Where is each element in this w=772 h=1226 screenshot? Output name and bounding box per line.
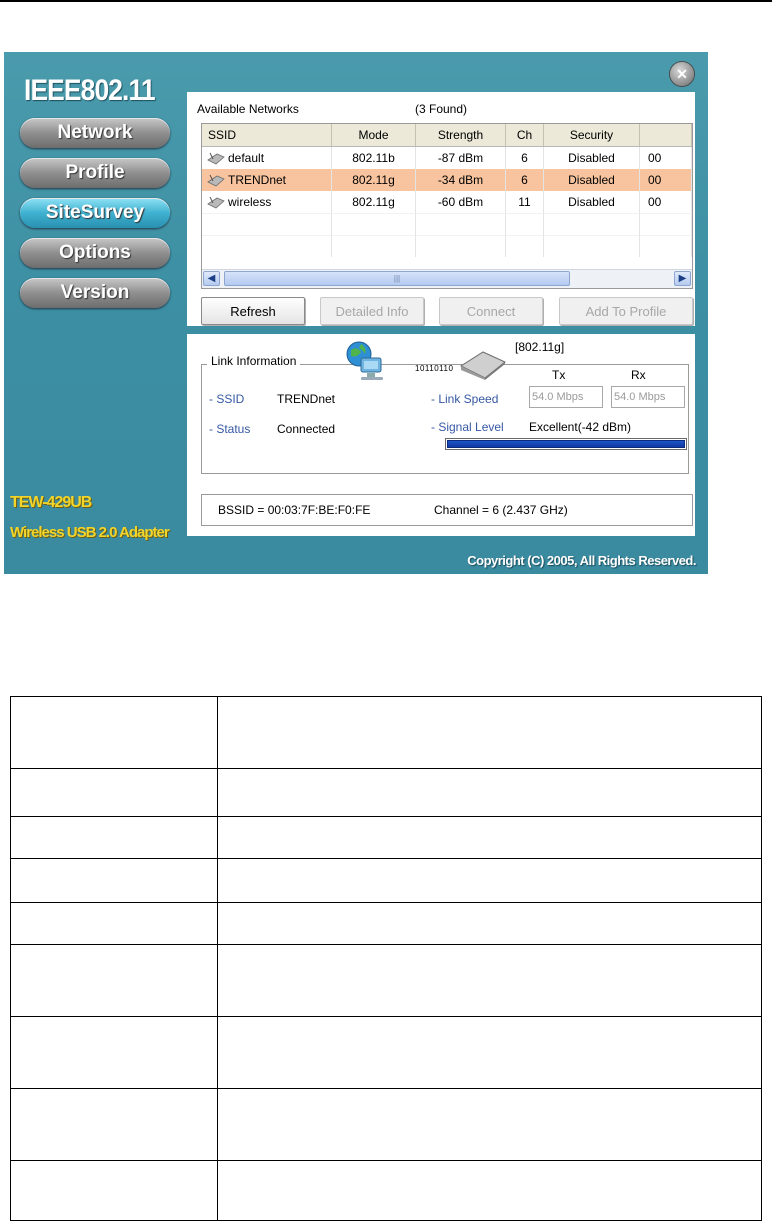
table-row	[11, 1017, 762, 1089]
connect-button[interactable]: Connect	[439, 297, 543, 325]
access-point-icon	[206, 151, 226, 165]
network-row-trendnet[interactable]	[202, 169, 692, 191]
table-cell	[11, 817, 218, 859]
table-row	[11, 1089, 762, 1161]
rx-speed-field: 54.0 Mbps	[611, 386, 685, 408]
network-extra: 00	[640, 191, 692, 213]
computer-globe-icon	[345, 340, 385, 382]
networks-found-count: (3 Found)	[415, 102, 468, 116]
table-row	[11, 697, 762, 769]
nav-version-button[interactable]: Version	[20, 278, 170, 308]
table-cell	[218, 945, 762, 1017]
add-to-profile-button[interactable]: Add To Profile	[559, 297, 693, 325]
horizontal-scrollbar[interactable]	[202, 269, 692, 288]
utility-window	[4, 52, 708, 574]
table-cell	[11, 1161, 218, 1221]
network-security: Disabled	[544, 147, 640, 169]
binary-data-text: 10110110	[415, 364, 454, 373]
signal-level-fill	[447, 440, 685, 448]
page-top-rule	[0, 0, 772, 2]
table-cell	[218, 903, 762, 945]
nav-network-button[interactable]: Network	[20, 118, 170, 148]
brand-title: IEEE802.11	[24, 74, 155, 107]
column-header-mode[interactable]: Mode	[332, 124, 416, 146]
column-header-channel[interactable]: Ch	[506, 124, 544, 146]
table-cell	[11, 903, 218, 945]
tx-label: Tx	[552, 368, 566, 382]
nav-profile-button[interactable]: Profile	[20, 158, 170, 188]
close-icon[interactable]: ✕	[670, 62, 694, 86]
network-channel: 6	[506, 169, 544, 191]
table-cell	[11, 1017, 218, 1089]
available-networks-label: Available Networks	[197, 102, 299, 116]
link-information-panel	[187, 334, 695, 484]
model-name: TEW-429UB	[10, 494, 92, 511]
detailed-info-button[interactable]: Detailed Info	[320, 297, 424, 325]
table-cell	[218, 859, 762, 903]
network-row-wireless[interactable]	[202, 191, 692, 213]
networks-list-header	[202, 124, 692, 147]
nav-options-button[interactable]: Options	[20, 238, 170, 268]
table-cell	[218, 1017, 762, 1089]
network-ssid-cell	[202, 169, 332, 191]
table-cell	[218, 817, 762, 859]
network-ssid: wireless	[228, 195, 272, 209]
ssid-value: TRENDnet	[277, 392, 336, 406]
network-channel: 6	[506, 147, 544, 169]
network-mode: 802.11g	[332, 169, 416, 191]
column-header-security[interactable]: Security	[544, 124, 640, 146]
bssid-text: BSSID = 00:03:7F:BE:F0:FE	[218, 503, 371, 517]
table-cell	[11, 769, 218, 817]
signal-level-label: - Signal Level	[431, 420, 504, 434]
column-header-ssid[interactable]: SSID	[202, 124, 332, 146]
link-information-label: Link Information	[207, 354, 300, 368]
copyright-text: Copyright (C) 2005, All Rights Reserved.	[467, 553, 696, 568]
network-row-default[interactable]	[202, 147, 692, 169]
table-cell	[11, 945, 218, 1017]
nav-sitesurvey-button[interactable]: SiteSurvey	[20, 198, 170, 228]
table-row	[11, 769, 762, 817]
network-mode: 802.11b	[332, 147, 416, 169]
bssid-panel	[187, 484, 695, 536]
table-cell	[11, 859, 218, 903]
table-row	[11, 859, 762, 903]
link-information-frame	[201, 364, 689, 474]
status-label: - Status	[209, 422, 251, 436]
table-cell	[218, 1089, 762, 1161]
table-cell	[218, 769, 762, 817]
refresh-button[interactable]: Refresh	[201, 297, 305, 325]
tx-speed-field: 54.0 Mbps	[529, 386, 603, 408]
rx-label: Rx	[631, 368, 646, 382]
scroll-right-arrow-icon[interactable]: ▶	[674, 271, 691, 286]
description-table	[10, 696, 762, 1221]
network-ssid-cell	[202, 191, 332, 213]
network-ssid-cell	[202, 147, 332, 169]
table-cell	[11, 1089, 218, 1161]
channel-text: Channel = 6 (2.437 GHz)	[434, 503, 568, 517]
table-row	[11, 945, 762, 1017]
network-extra: 00	[640, 169, 692, 191]
site-survey-panel	[187, 92, 695, 326]
ssid-label: - SSID	[209, 392, 245, 406]
network-security: Disabled	[544, 169, 640, 191]
network-strength: -60 dBm	[416, 191, 506, 213]
empty-list-row	[202, 235, 692, 257]
network-extra: 00	[640, 147, 692, 169]
link-mode: [802.11g]	[515, 340, 565, 354]
usb-adapter-icon	[457, 344, 507, 380]
signal-level-value: Excellent(-42 dBm)	[529, 420, 632, 434]
access-point-icon	[206, 173, 226, 187]
empty-list-row	[202, 213, 692, 235]
scrollbar-thumb[interactable]: |||	[224, 271, 570, 286]
link-speed-label: - Link Speed	[431, 392, 499, 406]
table-cell	[218, 697, 762, 769]
table-row	[11, 817, 762, 859]
network-ssid: default	[228, 151, 265, 165]
table-row	[11, 903, 762, 945]
network-mode: 802.11g	[332, 191, 416, 213]
table-row	[11, 1161, 762, 1221]
column-header-extra[interactable]	[640, 124, 692, 146]
networks-list	[201, 123, 693, 289]
network-ssid: TRENDnet	[228, 173, 287, 187]
column-header-strength[interactable]: Strength	[416, 124, 506, 146]
access-point-icon	[206, 195, 226, 209]
bssid-frame	[201, 494, 693, 526]
network-strength: -87 dBm	[416, 147, 506, 169]
network-security: Disabled	[544, 191, 640, 213]
network-channel: 11	[506, 191, 544, 213]
scroll-left-arrow-icon[interactable]: ◀	[203, 271, 220, 286]
table-cell	[11, 697, 218, 769]
model-description: Wireless USB 2.0 Adapter	[10, 524, 169, 541]
network-strength: -34 dBm	[416, 169, 506, 191]
signal-level-bar	[445, 438, 687, 450]
status-value: Connected	[277, 422, 336, 436]
table-cell	[218, 1161, 762, 1221]
